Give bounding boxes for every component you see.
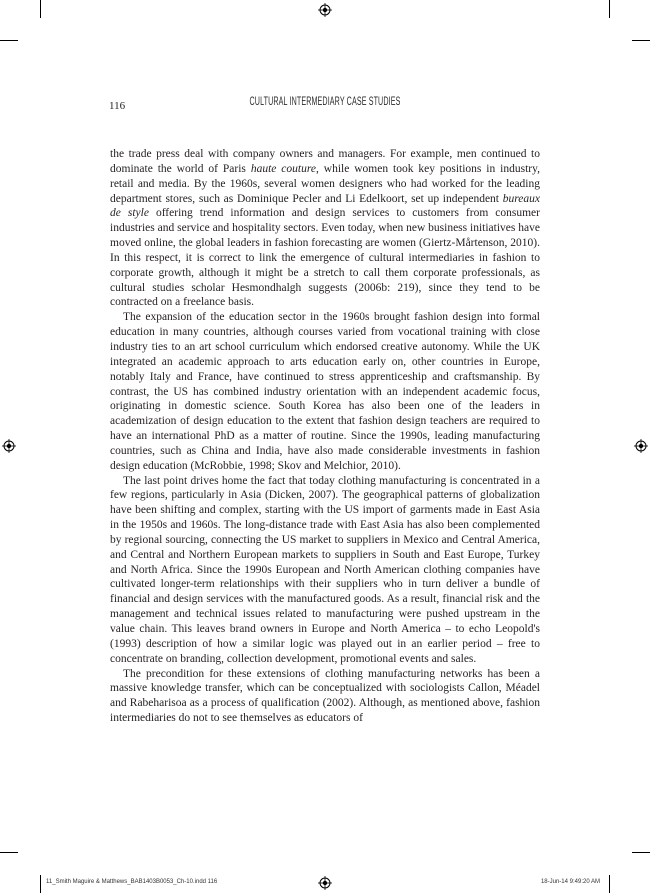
crop-mark-bottom-right-v [609,875,610,893]
page-number: 116 [109,100,126,112]
crop-mark-top-left-v [40,0,41,18]
paragraph [110,310,540,473]
italic-phrase: haute couture [250,162,316,175]
text-run: , while women took key positions in industry, retail and media. By the 1960s, several women designers who had worked for the leading department stores, such as Dominique Pecler and Li Edelkoort, set up independent [110,162,540,205]
crop-mark-bottom-left-h [0,852,18,853]
slug-timestamp: 18-Jun-14 9:49:20 AM [540,879,600,885]
crop-mark-top-right-h [632,40,650,41]
italic-phrase: bureaux de style [110,192,540,220]
paragraph [110,147,540,310]
text-run: The precondition for these extensions of clothing manufacturing networks has been a massive knowledge transfer, which can be conceptualized with sociologists Callon, Méadel and Rabeharisoa as a process of qualification (2002). Although, as mentioned above, fashion intermediaries do not to see themselves as educators of [110,667,540,725]
text-run: offering trend information and design services to customers from consumer industries and service and hospitality sectors. Even today, when new business initiatives have moved online, the global leaders in fashion forecasting are women (Giertz-Mårtenson, 2010). In this respect, it is correct to link the emergence of cultural intermediaries in fashion to corporate growth, although it might be a stretch to call them corporate professionals, as cultural studies scholar Hesmondhalgh suggests (2006b: 219), since they tend to be contracted on a freelance basis. [110,207,540,309]
crop-mark-bottom-right-h [632,852,650,853]
registration-mark-left-icon [2,439,16,453]
body-text [110,147,540,726]
registration-mark-right-icon [634,439,648,453]
text-run: the trade press deal with company owners and managers. For example, men continued to dominate the world of Paris [110,148,540,175]
registration-mark-top-icon [318,3,332,17]
crop-mark-top-right-v [609,0,610,18]
text-run: The expansion of the education sector in the 1960s brought fashion design into formal education in many countries, although courses varied from vocational training with close industry ties to an art school curriculum which endorsed creative autonomy. While the UK integrated an academic approach to arts education early on, other countries in Europe, notably Italy and France, have continued to stress apprenticeship and craftsmanship. By contrast, the US has combined industry orientation with an independent academic focus, originating in domestic science. South Korea has also been one of the leaders in academization of design education to the extent that fashion design teachers are required to have an international PhD as a matter of routine. Since the 1990s, leading manufacturing countries, such as China and India, have also made considerable investments in fashion design education (McRobbie, 1998; Skov and Melchior, 2010). [110,311,540,472]
text-run: The last point drives home the fact that today clothing manufacturing is concentrated in a few regions, particularly in Asia (Dicken, 2007). The geographical patterns of globalization have been shifting and complex, starting with the US import of garments made in East Asia in the 1950s and 1960s. The long-distance trade with East Asia has also been complemented by regional sourcing, connecting the US market to suppliers in Mexico and Central America, and Central and Northern European markets to suppliers in South and East Europe, Turkey and North Africa. Since the 1990s European and North American clothing companies have cultivated longer-term relationships with their suppliers who in turn deliver a bundle of financial and design services with the manufactured goods. As a result, financial risk and the management and technical issues related to manufacturing were pushed upstream in the value chain. This leaves brand owners in Europe and North America – to echo Leopold's (1993) description of how a similar logic was played out in an earlier period – free to concentrate on branding, collection development, promotional events and sales. [110,474,540,665]
running-head: CULTURAL INTERMEDIARY CASE STUDIES [249,96,401,108]
crop-mark-bottom-left-v [40,875,41,893]
crop-mark-top-left-h [0,40,18,41]
slug-file-info: 11_Smith Maguire & Matthews_BAB1403B0053_Ch-10.indd 116 [46,879,218,885]
paragraph [110,667,540,726]
registration-mark-bottom-icon [318,876,332,890]
paragraph [110,474,540,667]
